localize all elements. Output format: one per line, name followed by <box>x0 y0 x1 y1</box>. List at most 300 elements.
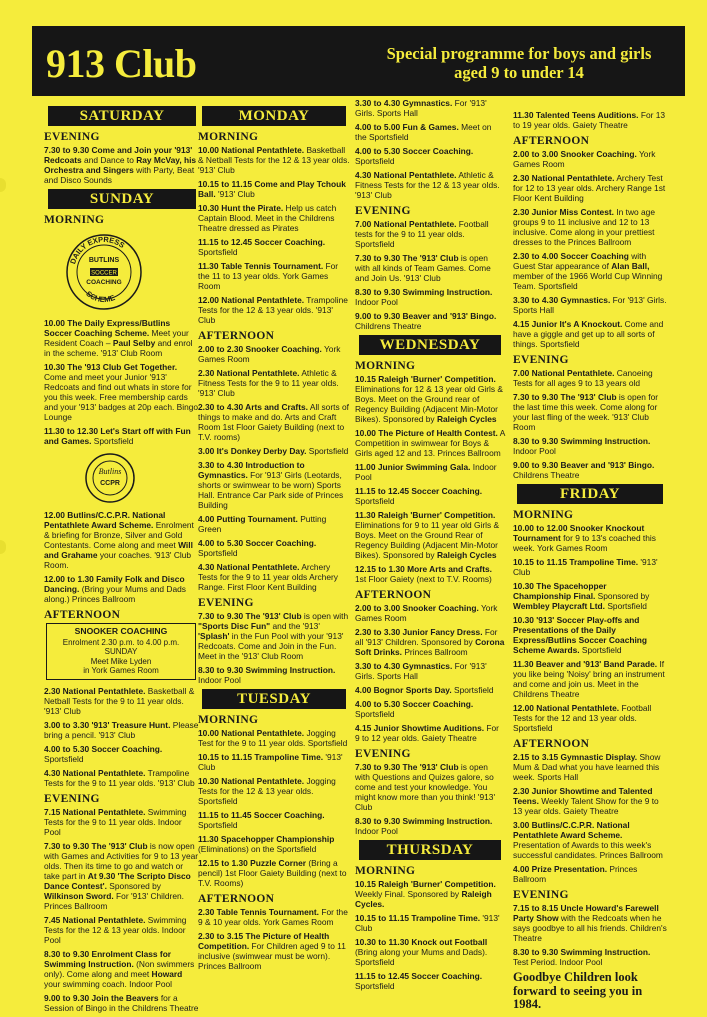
section-evening: EVENING <box>198 597 254 609</box>
event-title: 4.30 National Pentathlete. <box>44 767 146 778</box>
event-list <box>513 368 667 480</box>
section-morning: MORNING <box>198 714 259 726</box>
section-evening: EVENING <box>44 792 100 805</box>
event-entry <box>44 807 200 837</box>
event-detail: Trampoline Tests for the 9 to 11 year olds. '913' Club <box>44 767 195 788</box>
event-detail: Swimming Tests for the 9 to 11 year olds. Indoor Pool <box>44 806 187 837</box>
event-title: 2.30 Junior Miss Contest. <box>513 207 614 217</box>
event-title: Raleigh Cycles <box>436 550 497 560</box>
event-detail: Athletic & Fitness Tests for the 12 & 13 year olds. '913' Club <box>355 170 500 200</box>
event-detail: For '913' Girls. Sports Hall <box>513 295 667 315</box>
event-title: 3.00 to 3.30 '913' Treasure Hunt. <box>44 719 171 730</box>
event-entry <box>44 915 200 945</box>
section-morning: MORNING <box>198 131 259 143</box>
event-detail: Indoor Pool <box>355 462 497 482</box>
event-title: 10.00 The Daily Express/Butlins Soccer Coaching Scheme. <box>44 318 171 338</box>
butlins-ccpr-logo <box>84 452 136 504</box>
event-title: 10.15 Raleigh 'Burner' Competition. <box>355 879 496 889</box>
event-detail: Princes Ballroom <box>513 864 638 884</box>
event-detail: Sportsfield <box>605 601 647 611</box>
event-title: Alan Ball, <box>611 261 650 271</box>
event-title: 10.15 Raleigh 'Burner' Competition. <box>355 374 496 384</box>
event-entry <box>198 834 350 854</box>
event-detail: member of the 1966 World Cup Winning Team. Sportsfield <box>513 271 663 291</box>
event-entry <box>513 319 667 349</box>
event-entry <box>198 776 350 806</box>
column-4 <box>513 110 667 1012</box>
event-entry <box>198 611 350 661</box>
event-title: 4.00 Bognor Sports Day. <box>355 685 452 695</box>
event-title: 3.30 to 4.30 Gymnastics. <box>355 661 453 671</box>
section-evening: EVENING <box>355 205 411 217</box>
event-title: 11.00 Junior Swimming Gala. <box>355 462 471 472</box>
header-subtitle: Special programme for boys and girls aged 9 to under 14 <box>386 44 652 82</box>
event-entry <box>513 903 667 943</box>
event-title: 10.30 '913' Soccer Play-offs and Presentations of the Daily Express/Butlins Soccer Coaching Scheme Awards. <box>513 615 648 655</box>
svg-text:CCPR: CCPR <box>100 480 120 487</box>
event-title: 3.30 to 4.30 Gymnastics. <box>513 295 611 305</box>
event-entry <box>355 762 505 812</box>
event-detail: Athletic & Fitness Tests for the 9 to 11 year olds. '913' Club <box>198 368 339 398</box>
event-list <box>198 907 350 971</box>
event-entry <box>355 510 505 560</box>
section-afternoon: AFTERNOON <box>44 609 121 621</box>
event-detail: For the 11 to 13 year olds. York Games Room <box>198 261 339 291</box>
event-title: 7.30 to 9.30 The '913' Club <box>355 762 459 772</box>
event-entry <box>513 864 667 884</box>
event-entry <box>44 841 200 911</box>
event-entry <box>198 728 350 748</box>
column-3 <box>355 98 505 995</box>
event-detail: For '913' Children. Princes Ballroom <box>44 890 184 911</box>
section-morning: MORNING <box>513 509 574 521</box>
event-detail: (Bring your Mums and Dads along.) Princes Ballroom <box>44 584 186 604</box>
event-title: "Sports Disc Fun" <box>198 621 271 631</box>
event-title: 12.15 to 1.30 More Arts and Crafts. <box>355 564 492 574</box>
event-list <box>513 752 667 884</box>
event-title: 2.30 National Pentathlete. <box>198 368 300 378</box>
event-detail: For all '913' Children. Sponsored by <box>355 627 498 647</box>
event-entry <box>355 170 505 200</box>
event-title: 2.30 to 4.00 Soccer Coaching <box>513 251 629 261</box>
event-detail: is open with <box>301 611 349 621</box>
event-list <box>355 219 505 331</box>
event-entry <box>355 122 505 142</box>
event-title: 4.00 to 5.30 Soccer Coaching. <box>355 699 474 709</box>
event-detail: Basketball & Netball Tests for the 12 & 13 year olds. '913' Club <box>198 145 350 175</box>
event-entry <box>44 510 200 570</box>
event-entry <box>198 752 350 772</box>
event-detail: York Games Room <box>513 149 656 169</box>
event-title: 10.30 The Spacehopper Championship Final. <box>513 581 607 601</box>
event-title: 2.00 to 3.00 Snooker Coaching. <box>513 149 637 159</box>
section-afternoon: AFTERNOON <box>513 135 590 147</box>
day-band-tuesday: TUESDAY <box>202 689 346 709</box>
section-afternoon: AFTERNOON <box>355 589 432 601</box>
svg-text:SCHEME: SCHEME <box>84 289 117 305</box>
event-detail: for a Session of Bingo in the Childrens Theatre <box>44 992 199 1013</box>
event-entry <box>198 368 350 398</box>
event-entry <box>513 149 667 169</box>
event-entry <box>44 426 200 446</box>
event-detail: All sorts of things to make and do. Arts and Craft Room 1st Floor Gaiety Building (next to T.V. rooms) <box>198 402 349 442</box>
event-entry <box>44 686 200 716</box>
event-list <box>513 523 667 733</box>
event-detail: Enrolment & briefing for Bronze, Silver and Gold Contestants. Come along and meet <box>44 520 194 550</box>
event-detail: For 9 to 12 year olds. Gaiety Theatre <box>355 723 499 743</box>
event-list <box>513 149 667 349</box>
event-detail: Archery Tests for the 9 to 11 year olds Archery Range. First Floor Kent Building <box>198 562 338 592</box>
daily-express-soccer-logo <box>64 232 144 312</box>
event-detail: For '913' Girls. Sports Hall <box>355 98 487 118</box>
event-entry <box>355 253 505 283</box>
section-afternoon: AFTERNOON <box>198 330 275 342</box>
event-detail: A Competition in swimwear for Boys & Girls aged 12 and 13. Princes Ballroom <box>355 428 505 458</box>
section-evening: EVENING <box>355 748 411 760</box>
event-entry <box>198 665 350 685</box>
event-detail: and enrol in the scheme. '913' Club Room <box>44 338 193 358</box>
event-detail: Canoeing Tests for all ages 9 to 13 years old <box>513 368 653 388</box>
event-detail: Eliminations for 9 to 11 year old Girls & Boys. Meet on the Ground Rear of Regency Building (Adjacent Min-Motor Bikes). Sponsored by <box>355 520 500 560</box>
day-band-monday: MONDAY <box>202 106 346 126</box>
event-detail: '913' Club <box>215 189 255 199</box>
event-entry <box>198 402 350 442</box>
event-title: 10.30 to 11.30 Knock out Football <box>355 937 488 947</box>
event-title: 7.30 to 9.30 The '913' Club <box>198 611 302 621</box>
event-detail: Sportsfield <box>44 753 84 764</box>
event-entry <box>44 574 200 604</box>
event-list <box>44 318 200 446</box>
club-title: 913 Club <box>46 41 197 86</box>
event-title: Paul Selby <box>112 338 156 348</box>
event-title: 12.00 National Pentathlete. <box>513 703 620 713</box>
section-morning: MORNING <box>44 214 105 226</box>
event-entry <box>198 344 350 364</box>
event-title: 10.15 to 11.15 Trampoline Time. <box>513 557 639 567</box>
event-title: 7.00 National Pentathlete. <box>355 219 457 229</box>
event-title: 11.30 Raleigh 'Burner' Competition. <box>355 510 496 520</box>
event-entry <box>355 971 505 991</box>
punch-hole <box>0 178 6 192</box>
event-entry <box>513 392 667 432</box>
event-detail: Childrens Theatre <box>355 321 422 331</box>
event-detail: For '913' Girls. Sports Hall <box>355 661 487 681</box>
event-entry <box>198 562 350 592</box>
event-title: 2.30 Table Tennis Tournament. <box>198 907 319 917</box>
event-title: 7.30 to 9.30 The '913' Club <box>513 392 617 402</box>
event-title: 10.15 to 11.15 Trampoline Time. <box>355 913 481 923</box>
event-entry <box>355 428 505 458</box>
event-detail: '913' Club <box>198 752 343 772</box>
event-entry <box>513 703 667 733</box>
day-band-wednesday: WEDNESDAY <box>359 335 501 355</box>
event-detail: Weekly Talent Show for the 9 to 13 year olds. Gaiety Theatre <box>513 796 659 816</box>
event-list <box>198 145 350 325</box>
event-title: At 9.30 'The Scripto Disco Dance Contest'. <box>44 870 191 891</box>
event-entry <box>513 436 667 456</box>
event-entry <box>355 913 505 933</box>
event-detail: Sponsored by <box>106 880 161 891</box>
event-title: Wilkinson Sword. <box>44 890 114 901</box>
event-detail: with the Redcoats when he says goodbye to all his friends. Children's Theatre <box>513 913 667 943</box>
day-band-saturday: SATURDAY <box>48 106 196 126</box>
event-title: 8.30 to 9.30 Swimming Instruction. <box>355 816 493 826</box>
event-entry <box>355 564 505 584</box>
section-afternoon: AFTERNOON <box>513 738 590 750</box>
event-title: 7.30 to 9.30 The '913' Club <box>355 253 459 263</box>
event-title: 10.15 to 11.15 Come and Play Tchouk Ball. <box>198 179 346 199</box>
event-title: 4.00 Putting Tournament. <box>198 514 298 524</box>
event-title: 12.15 to 1.30 Puzzle Corner <box>198 858 306 868</box>
event-entry <box>44 362 200 422</box>
event-entry <box>355 462 505 482</box>
event-entry <box>513 659 667 699</box>
event-title: 9.00 to 9.30 Beaver and '913' Bingo. <box>355 311 497 321</box>
section-afternoon: AFTERNOON <box>198 893 275 905</box>
event-entry <box>513 173 667 203</box>
event-title: 11.30 to 12.30 Let's Start off with Fun and Games. <box>44 426 191 446</box>
event-list <box>355 879 505 991</box>
event-entry <box>198 514 350 534</box>
event-entry <box>44 993 200 1013</box>
event-detail: Archery Test for 12 to 13 year olds. Archery Range 1st Floor Kent Building <box>513 173 666 203</box>
event-entry <box>44 720 200 740</box>
event-entry <box>513 368 667 388</box>
event-entry <box>355 603 505 623</box>
event-list <box>44 686 200 788</box>
event-detail: Sportsfield <box>91 436 134 446</box>
section-evening: EVENING <box>44 131 100 143</box>
event-entry <box>355 723 505 743</box>
event-detail: For 13 to 19 year olds. Gaiety Theatre <box>513 110 666 130</box>
event-detail: Sponsored by <box>595 591 650 601</box>
event-title: 2.00 to 2.30 Snooker Coaching. <box>198 344 322 354</box>
event-title: 10.00 The Picture of Health Contest. <box>355 428 498 438</box>
event-list <box>198 344 350 592</box>
event-entry <box>513 557 667 577</box>
event-title: 3.00 It's Donkey Derby Day. <box>198 446 307 456</box>
event-title: 2.30 to 3.30 Junior Fancy Dress. <box>355 627 483 637</box>
event-title: 11.15 to 12.45 Soccer Coaching. <box>198 237 326 247</box>
event-title: 7.30 to 9.30 Come and Join your '913' Redcoats <box>44 145 193 165</box>
event-title: 11.15 to 12.45 Soccer Coaching. <box>355 486 483 496</box>
event-detail: and Dance to <box>81 155 137 165</box>
event-detail: (Bring along your Mums and Dads). Sportsfield <box>355 947 488 967</box>
event-title: Will and Grahame <box>44 540 193 560</box>
event-detail: Come and meet your Junior '913' Redcoats and find out whats in store for you this week. Free membership cards and your '913' badges at 20p each. Bingo Lounge <box>44 372 199 422</box>
event-title: 4.00 to 5.00 Fun & Games. <box>355 122 459 132</box>
event-detail: Swimming Tests for the 12 & 13 year olds. Indoor Pool <box>44 914 187 945</box>
event-detail: '913' Club <box>355 913 500 933</box>
event-entry <box>198 460 350 510</box>
section-evening: EVENING <box>513 354 569 366</box>
event-detail: York Games Room <box>355 603 498 623</box>
event-title: 8.30 to 9.30 Swimming Instruction. <box>513 436 651 446</box>
event-title: 3.30 to 4.30 Introduction to Gymnastics. <box>198 460 305 480</box>
event-detail: Sportsfield <box>306 446 349 456</box>
event-title: 8.30 to 9.30 Enrolment Class for Swimming Instruction. <box>44 948 172 969</box>
event-entry <box>355 287 505 307</box>
event-detail: Indoor Pool <box>355 297 398 307</box>
event-detail: Indoor Pool <box>198 675 241 685</box>
event-entry <box>513 752 667 782</box>
event-entry <box>198 931 350 971</box>
event-detail: (Bring a pencil) 1st Floor Gaiety Building (next to T.V. Rooms) <box>198 858 347 888</box>
event-detail: with Guest Star appearance of <box>513 251 647 271</box>
goodbye-message: Goodbye Children look forward to seeing you in 1984. <box>513 970 643 1011</box>
event-entry <box>355 937 505 967</box>
event-entry <box>355 98 505 118</box>
event-title: 2.30 National Pentathlete. <box>44 685 146 696</box>
section-morning: MORNING <box>355 865 416 877</box>
event-list <box>355 98 505 200</box>
event-title: 4.15 Junior Showtime Auditions. <box>355 723 485 733</box>
event-title: 11.15 to 11.45 Soccer Coaching. <box>198 810 325 820</box>
svg-text:Butlins: Butlins <box>98 467 122 476</box>
event-title: 12.00 to 1.30 Family Folk and Disco Dancing. <box>44 574 185 594</box>
event-title: 2.30 to 3.15 The Picture of Health Competition. <box>198 931 330 951</box>
event-entry <box>198 261 350 291</box>
event-entry <box>44 768 200 788</box>
svg-text:BUTLINS: BUTLINS <box>88 257 120 264</box>
event-detail: Sportsfield <box>355 156 395 166</box>
event-title: 4.15 Junior It's A Knockout. <box>513 319 623 329</box>
event-list <box>355 603 505 743</box>
event-detail: Sportsfield <box>579 645 622 655</box>
event-entry <box>198 858 350 888</box>
event-list <box>44 510 200 604</box>
event-title: 7.00 National Pentathlete. <box>513 368 615 378</box>
event-title: 2.30 Junior Showtime and Talented Teens. <box>513 786 653 806</box>
event-entry <box>513 251 667 291</box>
event-detail: Test Period. Indoor Pool <box>513 957 603 967</box>
event-entry <box>355 219 505 249</box>
event-entry <box>513 786 667 816</box>
event-detail: Basketball & Netball Tests for the 9 to 11 year olds. '913' Club <box>44 685 195 716</box>
event-title: 7.15 National Pentathlete. <box>44 806 146 817</box>
event-entry <box>198 179 350 199</box>
event-detail: is now open with Games and Activities for 9 to 13 year olds. Then its time to go and watch or take part in <box>44 840 199 881</box>
event-title: 12.00 National Pentathlete. <box>198 295 305 305</box>
event-entry <box>198 145 350 175</box>
event-detail: is open with all kinds of Team Games. Come and Join Us. '913' Club <box>355 253 491 283</box>
event-detail: Football Tests for the 12 and 13 year olds. Sportsfield <box>513 703 652 733</box>
event-title: 10.30 The '913 Club Get Together. <box>44 362 178 372</box>
event-title: 9.00 to 9.30 Join the Beavers <box>44 992 159 1003</box>
event-title: Wembley Playcraft Ltd. <box>513 601 605 611</box>
event-detail: Sportsfield <box>451 685 494 695</box>
event-entry <box>513 947 667 967</box>
section-morning: MORNING <box>355 360 416 372</box>
day-band-thursday: THURSDAY <box>359 840 501 860</box>
event-title: 11.15 to 12.45 Soccer Coaching. <box>355 971 483 981</box>
event-list <box>44 145 200 185</box>
page-header <box>32 26 685 96</box>
event-entry <box>513 207 667 247</box>
event-detail: Sportsfield <box>198 548 238 558</box>
day-band-sunday: SUNDAY <box>48 189 196 209</box>
event-title: 8.30 to 9.30 Swimming Instruction. <box>198 665 336 675</box>
event-entry <box>198 810 350 830</box>
event-detail: Putting Green <box>198 514 327 534</box>
event-entry <box>513 820 667 860</box>
event-detail: Help us catch Captain Blood. Meet in the Childrens Theatre dressed as Pirates <box>198 203 337 233</box>
event-entry <box>513 615 667 655</box>
event-entry <box>355 816 505 836</box>
event-detail: Please bring a pencil. '913' Club <box>44 719 199 740</box>
event-title: 9.00 to 9.30 Beaver and '913' Bingo. <box>513 460 655 470</box>
event-detail: Sportsfield <box>355 981 395 991</box>
event-list <box>198 611 350 685</box>
event-detail: (Eliminations) on the Sportsfield <box>198 844 317 854</box>
event-title: 11.30 Talented Teens Auditions. <box>513 110 639 120</box>
event-title: 12.00 Butlins/C.C.P.R. National Pentathlete Award Scheme. <box>44 510 166 530</box>
event-entry <box>198 446 350 456</box>
event-entry <box>355 661 505 681</box>
event-detail: with Party, Beat and Disco Sounds <box>44 165 195 185</box>
event-detail: your coaches. '913' Club Room. <box>44 550 192 570</box>
event-title: 4.00 to 5.30 Soccer Coaching. <box>355 146 474 156</box>
event-title: 10.00 National Pentathlete. <box>198 728 305 738</box>
event-detail: Trampoline Tests for the 12 & 13 year olds. '913' Club <box>198 295 348 325</box>
event-entry <box>355 879 505 909</box>
event-detail: Eliminations for 12 & 13 year old Girls & Boys. Meet on the Ground rear of Regency Building (Adjacent Min-Motor Bikes). Sponsored by <box>355 384 504 424</box>
event-detail: (Non swimmers only). Come along and meet <box>44 958 195 979</box>
event-list <box>513 110 667 130</box>
event-detail: '913' Club <box>513 557 658 577</box>
event-detail: York Games Room <box>198 344 341 364</box>
svg-text:COACHING: COACHING <box>86 279 122 286</box>
event-entry <box>198 538 350 558</box>
svg-text:DAILY EXPRESS: DAILY EXPRESS <box>68 234 127 266</box>
event-title: 2.00 to 3.00 Snooker Coaching. <box>355 603 479 613</box>
column-2 <box>198 104 350 975</box>
event-title: 10.15 to 11.15 Trampoline Time. <box>198 752 324 762</box>
event-title: 8.30 to 9.30 Swimming Instruction. <box>355 287 493 297</box>
event-detail: Show Mum & Dad what you have learned this week. Sports Hall <box>513 752 661 782</box>
event-title: 4.00 to 5.30 Soccer Coaching. <box>44 743 163 754</box>
event-title: 4.30 National Pentathlete. <box>198 562 300 572</box>
event-detail: Sportsfield <box>355 496 395 506</box>
event-title: 7.15 to 8.15 Uncle Howard's Farewell Party Show <box>513 903 659 923</box>
event-entry <box>513 110 667 130</box>
event-entry <box>355 627 505 657</box>
event-title: 2.30 to 4.30 Arts and Crafts. <box>198 402 308 412</box>
event-entry <box>513 523 667 553</box>
event-title: 10.30 Hunt the Pirate. <box>198 203 284 213</box>
event-detail: in the Fun Pool with your '913' Redcoats. Come and Join in the Fun. Meet in the '913' Club Room <box>198 631 344 661</box>
event-detail: Princes Ballroom <box>402 647 468 657</box>
event-detail: For '913' Girls (Leotards, shorts or swimwear to be worn) Sports Hall. Entrance Car Park side of Princes Building <box>198 470 344 510</box>
event-entry <box>198 907 350 927</box>
event-detail: your swimming coach. Indoor Pool <box>44 978 173 989</box>
section-evening: EVENING <box>513 889 569 901</box>
punch-hole <box>0 540 6 554</box>
event-detail: and the '913' <box>270 621 320 631</box>
event-entry <box>513 581 667 611</box>
event-entry <box>198 237 350 257</box>
column-1 <box>44 104 200 1017</box>
event-list <box>513 903 667 967</box>
event-detail: If you like being 'Noisy' bring an instrument and come and join us. Meet in the Childrens Theatre <box>513 659 665 699</box>
event-detail: For the 9 & 10 year olds. York Games Room <box>198 907 348 927</box>
event-detail: Sportsfield <box>198 820 238 830</box>
event-entry <box>355 374 505 424</box>
event-title: Raleigh Cycles <box>436 414 497 424</box>
day-band-friday: FRIDAY <box>517 484 663 504</box>
event-title: 11.30 Beaver and '913' Band Parade. <box>513 659 658 669</box>
event-title: 7.45 National Pentathlete. <box>44 914 146 925</box>
